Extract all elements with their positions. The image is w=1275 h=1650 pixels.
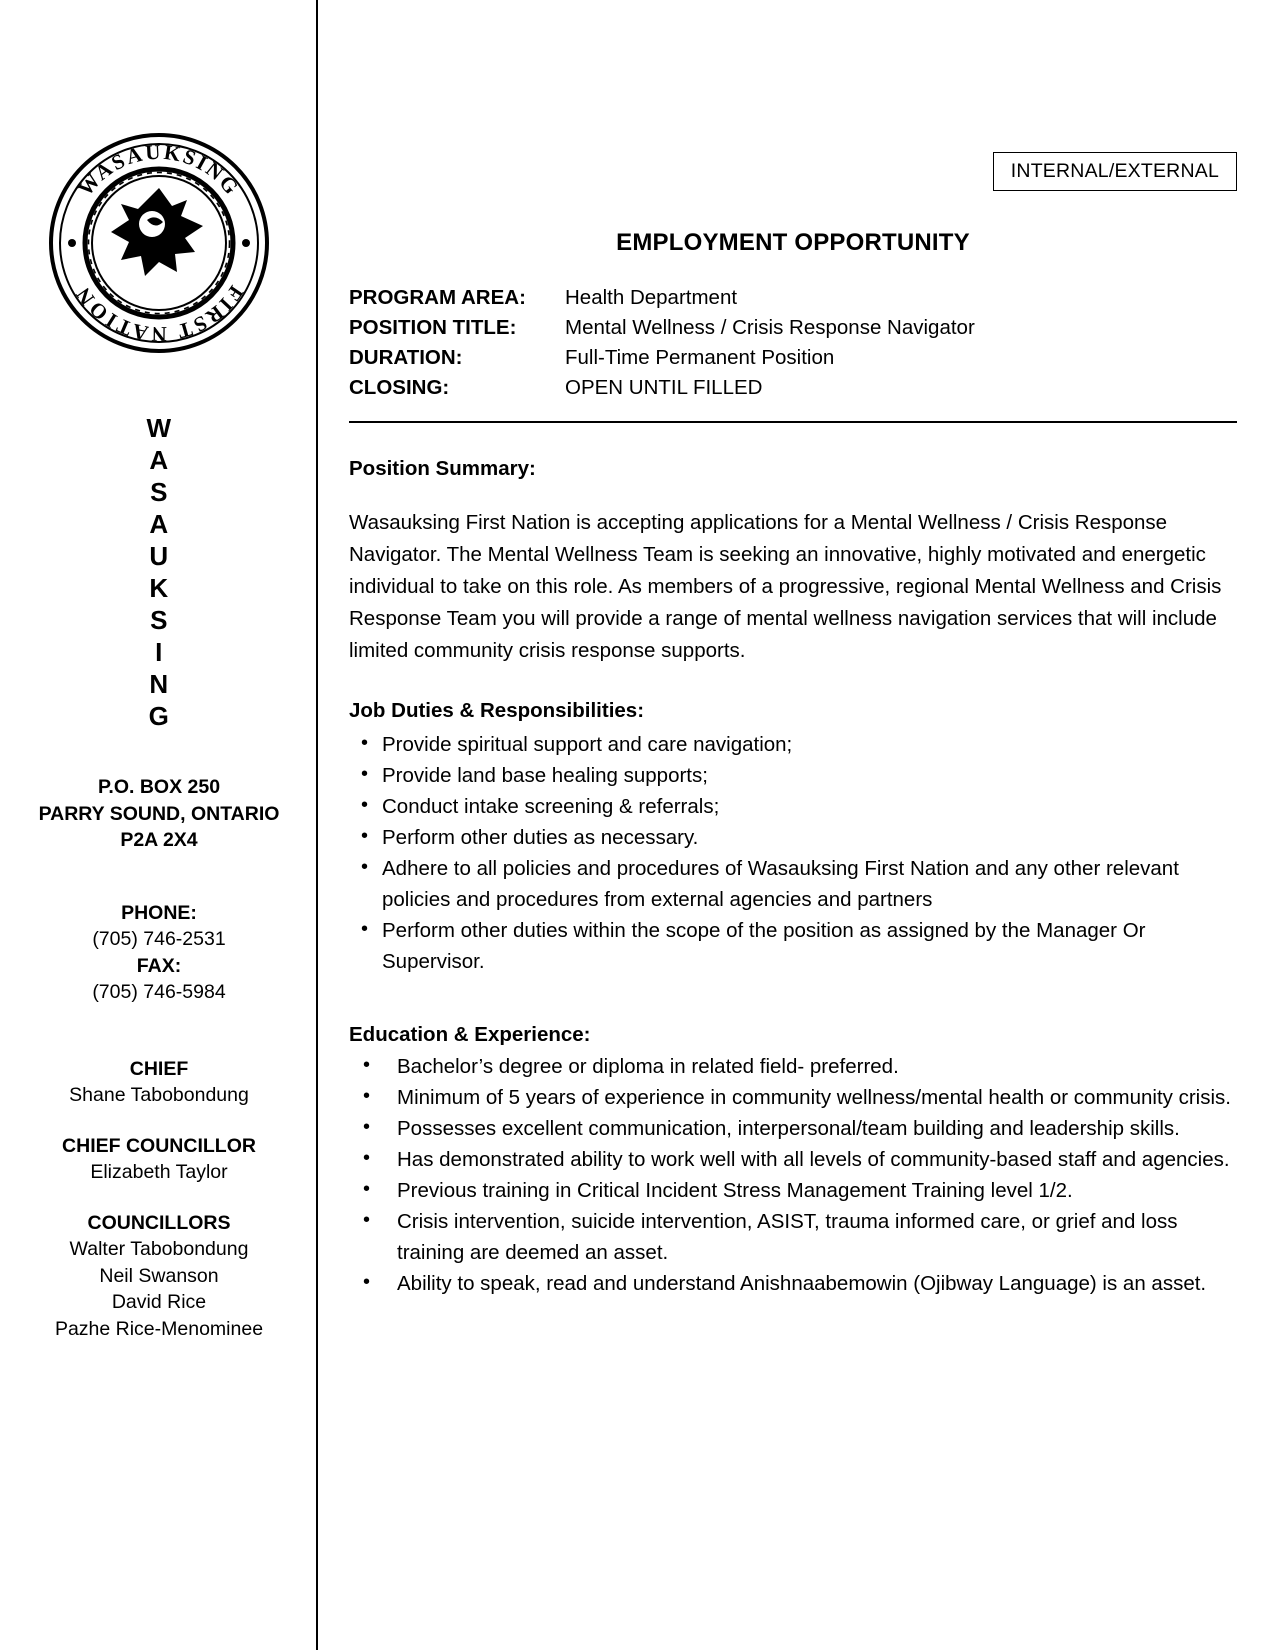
list-item: • Conduct intake screening & referrals; — [349, 791, 1237, 822]
contact-block — [0, 900, 318, 1006]
address-line: P2A 2X4 — [120, 829, 198, 851]
job-duties-heading: Job Duties & Responsibilities: — [349, 699, 645, 722]
meta-value: Health Department — [565, 286, 738, 309]
list-item: • Minimum of 5 years of experience in community wellness/mental health or community crisis. — [349, 1082, 1237, 1113]
official-name: Pazhe Rice-Menominee — [54, 1317, 264, 1340]
list-item: • Crisis intervention, suicide intervention, ASIST, trauma informed care, or grief and loss training are deemed an asset. — [349, 1206, 1237, 1268]
badge-row — [349, 0, 1237, 191]
vertical-letter: G — [148, 701, 170, 731]
list-item: • Provide land base healing supports; — [349, 760, 1237, 791]
vertical-letter: U — [149, 541, 169, 571]
crest-top-text: WASAUKSING — [73, 139, 245, 201]
meta-value: OPEN UNTIL FILLED — [565, 376, 763, 399]
position-summary-heading: Position Summary: — [349, 457, 536, 480]
address-line: PARRY SOUND, ONTARIO — [38, 802, 280, 825]
council-officials — [0, 1056, 318, 1343]
vertical-nation-name — [0, 412, 318, 732]
list-item: • Bachelor’s degree or diploma in related field- preferred. — [349, 1051, 1237, 1082]
meta-value: Mental Wellness / Crisis Response Navigator — [565, 316, 975, 339]
official-name: David Rice — [111, 1291, 207, 1313]
official-role: CHIEF — [129, 1057, 189, 1080]
list-item: • Has demonstrated ability to work well with all levels of community-based staff and agencies. — [349, 1144, 1237, 1175]
letterhead-sidebar — [0, 0, 318, 1650]
mailing-address — [0, 774, 318, 854]
posting-meta-table — [349, 283, 1237, 403]
phone-label: PHONE: — [121, 901, 197, 924]
list-item: • Ability to speak, read and understand Anishnaabemowin (Ojibway Language) is an asset. — [349, 1268, 1237, 1299]
horizontal-divider — [349, 421, 1237, 423]
official-role: CHIEF COUNCILLOR — [62, 1134, 256, 1157]
official-name: Shane Tabobondung — [69, 1084, 249, 1106]
vertical-letter: I — [155, 637, 163, 667]
official-group-chief — [0, 1056, 318, 1109]
official-name: Elizabeth Taylor — [90, 1161, 228, 1183]
official-name: Neil Swanson — [99, 1264, 219, 1287]
vertical-letter: A — [149, 445, 169, 475]
phone-number: (705) 746-2531 — [92, 928, 226, 950]
list-item: • Previous training in Critical Incident Stress Management Training level 1/2. — [349, 1175, 1237, 1206]
fax-number: (705) 746-5984 — [92, 981, 226, 1003]
official-group-chief-councillor — [0, 1133, 318, 1186]
meta-label: POSITION TITLE: — [349, 316, 517, 339]
official-role: COUNCILLORS — [87, 1211, 231, 1234]
job-duties-list — [349, 729, 1237, 977]
education-experience-heading: Education & Experience: — [349, 1023, 591, 1046]
list-item: • Provide spiritual support and care navigation; — [349, 729, 1237, 760]
meta-row — [349, 343, 1237, 373]
job-posting-body — [318, 0, 1275, 1650]
vertical-letter: A — [149, 509, 169, 539]
page-title: EMPLOYMENT OPPORTUNITY — [616, 229, 970, 256]
official-group-councillors — [0, 1210, 318, 1343]
vertical-letter: S — [150, 477, 168, 507]
vertical-letter: K — [149, 573, 169, 603]
address-line: P.O. BOX 250 — [97, 776, 221, 798]
meta-label: PROGRAM AREA: — [349, 286, 526, 309]
meta-row — [349, 373, 1237, 403]
education-experience-list — [349, 1051, 1237, 1299]
meta-label: CLOSING: — [349, 376, 450, 399]
meta-row — [349, 313, 1237, 343]
vertical-letter: S — [150, 605, 168, 635]
meta-value: Full-Time Permanent Position — [565, 346, 835, 369]
list-item: • Perform other duties as necessary. — [349, 822, 1237, 853]
crest-bottom-text: FIRST NATION — [69, 281, 249, 347]
list-item: • Adhere to all policies and procedures of Wasauksing First Nation and any other relevant policies and procedures from external agencies and partners — [349, 853, 1237, 915]
fax-label: FAX: — [136, 954, 182, 977]
wasauksing-first-nation-crest-logo — [48, 132, 270, 354]
meta-label: DURATION: — [349, 346, 463, 369]
vertical-letter: N — [149, 669, 169, 699]
meta-row — [349, 283, 1237, 313]
list-item: • Possesses excellent communication, interpersonal/team building and leadership skills. — [349, 1113, 1237, 1144]
list-item: • Perform other duties within the scope of the position as assigned by the Manager Or Supervisor. — [349, 915, 1237, 977]
official-name: Walter Tabobondung — [69, 1238, 249, 1260]
status-badge: INTERNAL/EXTERNAL — [993, 152, 1237, 191]
vertical-letter: W — [146, 413, 172, 443]
position-summary-text: Wasauksing First Nation is accepting applications for a Mental Wellness / Crisis Response Navigator. The Mental Wellness Team is seeking an innovative, highly motivated and energetic individual to take on this role. As members of a progressive, regional Mental Wellness and Crisis Response Team you will provide a range of mental wellness navigation services that will include limited community crisis response supports. — [349, 511, 1222, 662]
